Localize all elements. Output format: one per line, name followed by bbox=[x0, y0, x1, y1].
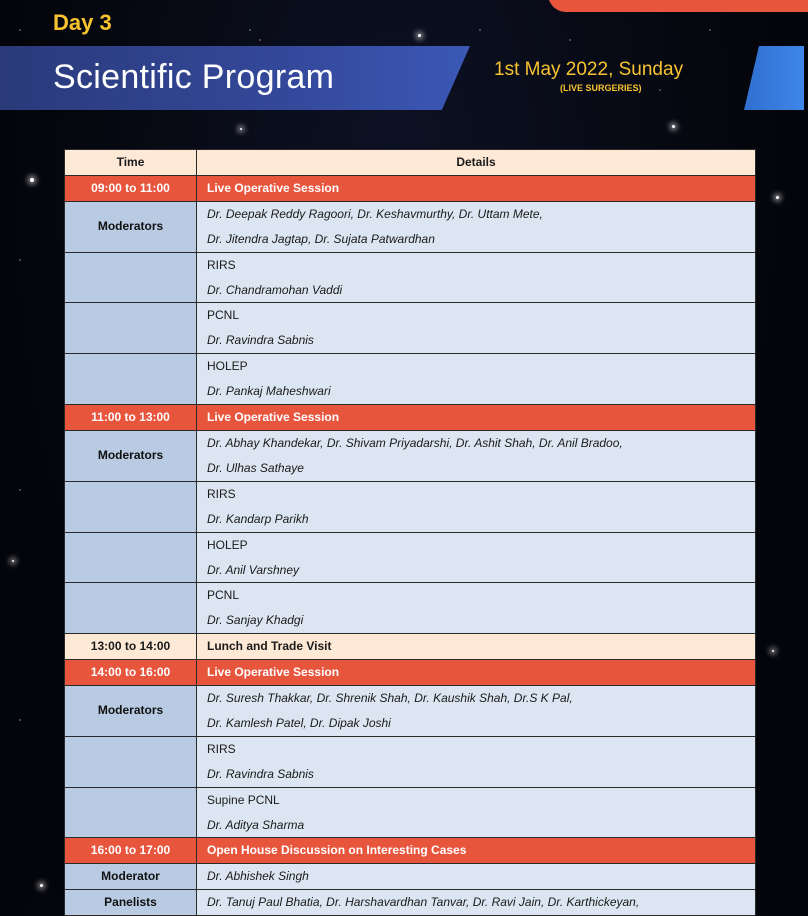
speaker-names: Dr. Kamlesh Patel, Dr. Dipak Joshi bbox=[197, 711, 756, 736]
empty-role-cell bbox=[65, 303, 197, 354]
session-title: Live Operative Session bbox=[197, 175, 756, 201]
speaker-names: Dr. Tanuj Paul Bhatia, Dr. Harshavardhan Tanvar, Dr. Ravi Jain, Dr. Karthickeyan, bbox=[197, 890, 756, 916]
speaker-names: Dr. Deepak Reddy Ragoori, Dr. Keshavmurthy, Dr. Uttam Mete, bbox=[197, 201, 756, 226]
time-column-header: Time bbox=[65, 150, 197, 176]
star-decoration bbox=[772, 650, 774, 652]
event-date: 1st May 2022, Sunday bbox=[494, 59, 684, 80]
table-row bbox=[65, 686, 756, 711]
role-label: Moderator bbox=[65, 864, 197, 890]
topic-label: Supine PCNL bbox=[197, 787, 756, 812]
speaker-names: Dr. Jitendra Jagtap, Dr. Sujata Patwardhan bbox=[197, 227, 756, 252]
session-time: 11:00 to 13:00 bbox=[65, 405, 197, 431]
star-decoration bbox=[12, 560, 14, 562]
topic-label: RIRS bbox=[197, 252, 756, 277]
speaker-names: Dr. Kandarp Parikh bbox=[197, 507, 756, 532]
table-row bbox=[65, 430, 756, 455]
table-row bbox=[65, 787, 756, 812]
table-row bbox=[65, 252, 756, 277]
empty-role-cell bbox=[65, 787, 197, 838]
role-label: Moderators bbox=[65, 201, 197, 252]
table-row bbox=[65, 481, 756, 506]
speaker-names: Dr. Ravindra Sabnis bbox=[197, 762, 756, 787]
event-subtitle: (LIVE SURGERIES) bbox=[560, 83, 642, 93]
empty-role-cell bbox=[65, 252, 197, 303]
session-row bbox=[65, 405, 756, 431]
program-body bbox=[65, 175, 756, 915]
topic-label: PCNL bbox=[197, 303, 756, 328]
empty-role-cell bbox=[65, 481, 197, 532]
star-decoration bbox=[418, 34, 421, 37]
table-row bbox=[65, 864, 756, 890]
table-header-row bbox=[65, 150, 756, 176]
speaker-names: Dr. Pankaj Maheshwari bbox=[197, 379, 756, 404]
speaker-names: Dr. Abhishek Singh bbox=[197, 864, 756, 890]
speaker-names: Dr. Anil Varshney bbox=[197, 558, 756, 583]
topic-label: HOLEP bbox=[197, 354, 756, 379]
topic-label: HOLEP bbox=[197, 532, 756, 557]
session-time: 13:00 to 14:00 bbox=[65, 634, 197, 660]
break-row bbox=[65, 634, 756, 660]
speaker-names: Dr. Chandramohan Vaddi bbox=[197, 278, 756, 303]
empty-role-cell bbox=[65, 583, 197, 634]
session-title: Open House Discussion on Interesting Cases bbox=[197, 838, 756, 864]
right-stripe-decoration bbox=[744, 46, 804, 110]
table-row bbox=[65, 532, 756, 557]
session-title: Live Operative Session bbox=[197, 660, 756, 686]
empty-role-cell bbox=[65, 532, 197, 583]
speaker-names: Dr. Ulhas Sathaye bbox=[197, 456, 756, 481]
empty-role-cell bbox=[65, 736, 197, 787]
topic-label: RIRS bbox=[197, 481, 756, 506]
speaker-names: Dr. Suresh Thakkar, Dr. Shrenik Shah, Dr. Kaushik Shah, Dr.S K Pal, bbox=[197, 686, 756, 711]
page-title: Scientific Program bbox=[53, 58, 335, 96]
star-decoration bbox=[240, 128, 242, 130]
table-row bbox=[65, 201, 756, 226]
speaker-names: Dr. Ravindra Sabnis bbox=[197, 328, 756, 353]
top-ribbon-decoration bbox=[548, 0, 808, 12]
star-decoration bbox=[30, 178, 34, 182]
speaker-names: Dr. Abhay Khandekar, Dr. Shivam Priyadarshi, Dr. Ashit Shah, Dr. Anil Bradoo, bbox=[197, 430, 756, 455]
table-row bbox=[65, 736, 756, 761]
table-row bbox=[65, 303, 756, 328]
session-row bbox=[65, 838, 756, 864]
session-title: Lunch and Trade Visit bbox=[197, 634, 756, 660]
session-time: 09:00 to 11:00 bbox=[65, 175, 197, 201]
table-row bbox=[65, 890, 756, 916]
star-decoration bbox=[776, 196, 779, 199]
star-decoration bbox=[672, 125, 675, 128]
day-label: Day 3 bbox=[53, 10, 112, 35]
session-row bbox=[65, 175, 756, 201]
topic-label: PCNL bbox=[197, 583, 756, 608]
session-time: 14:00 to 16:00 bbox=[65, 660, 197, 686]
program-table bbox=[64, 149, 756, 916]
session-row bbox=[65, 660, 756, 686]
table-row bbox=[65, 354, 756, 379]
role-label: Panelists bbox=[65, 890, 197, 916]
session-title: Live Operative Session bbox=[197, 405, 756, 431]
role-label: Moderators bbox=[65, 430, 197, 481]
star-decoration bbox=[40, 884, 43, 887]
details-column-header: Details bbox=[197, 150, 756, 176]
topic-label: RIRS bbox=[197, 736, 756, 761]
speaker-names: Dr. Aditya Sharma bbox=[197, 813, 756, 838]
session-time: 16:00 to 17:00 bbox=[65, 838, 197, 864]
table-row bbox=[65, 583, 756, 608]
role-label: Moderators bbox=[65, 686, 197, 737]
speaker-names: Dr. Sanjay Khadgi bbox=[197, 608, 756, 633]
empty-role-cell bbox=[65, 354, 197, 405]
